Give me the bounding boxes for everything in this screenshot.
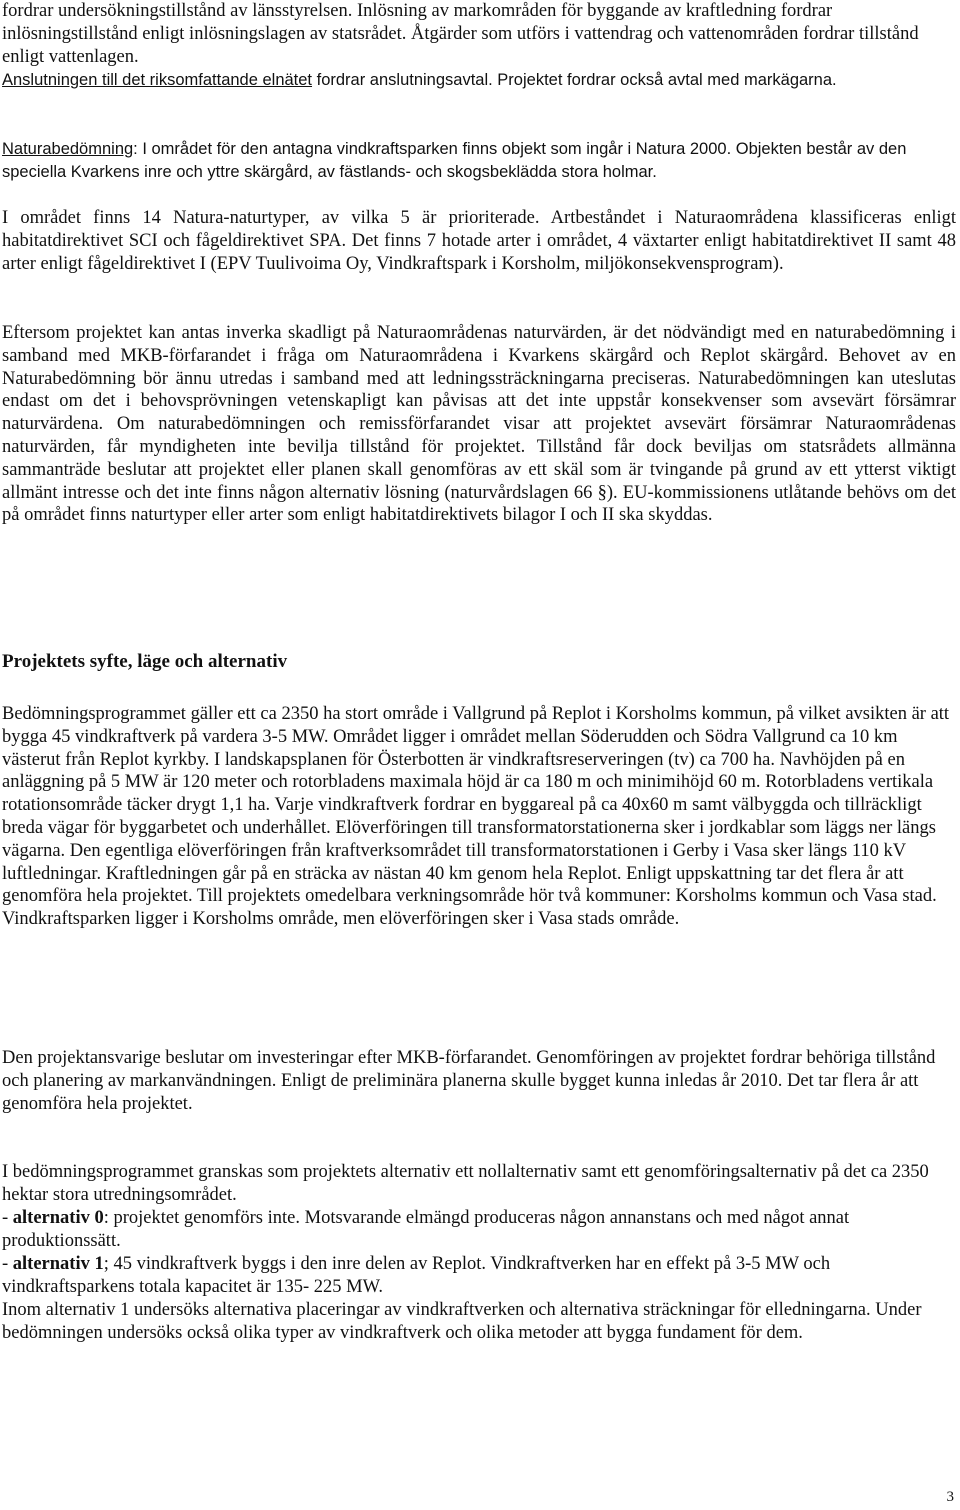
alternative-1-text: ; 45 vindkraftverk byggs i den inre delen av Replot. Vindkraftverken har en effekt på 3-5 MW och vindkraftsparkens totala kapacitet är 135- 225 MW. (2, 1254, 831, 1297)
grid-connection-text: fordrar anslutningsavtal. Projektet fordrar också avtal med markägarna. (312, 71, 837, 89)
alternative-1-item (2, 1253, 956, 1299)
page-number: 3 (946, 1489, 954, 1505)
paragraph-grid-connection (2, 69, 956, 92)
paragraph-alternative-1-details: Inom alternativ 1 undersöks alternativa placeringar av vindkraftverken och alternativa sträckningar för elledningarna. Under bedömningen undersöks också olika typer av vindkraftverk och olika metoder att bygga fundament för dem. (2, 1300, 922, 1343)
paragraph-natura-assessment (2, 138, 956, 184)
paragraph-natura-impact: Eftersom projektet kan antas inverka skadligt på Naturaområdenas naturvärden, är det nödvändigt med en naturabedömning i samband med MKB-förfarandet i fråga om Naturaområdena i Kvarkens skärgård och Replot skärgård. Behovet av en Naturabedömning bör ännu utredas i samband med att ledningssträckningarna preciseras. Naturabedömningen kan uteslutas endast om det i behovsprövningen vetenskapligt kan påvisas att det inte uppstår konsekvenser som avsevärt försämrar naturvärdena. Om naturabedömningen och remissförfarandet visar att projektet avsevärt försämrar Naturaområdenas naturvärden, får myndigheten inte bevilja tillstånd för projektet. Tillstånd får dock beviljas om statsrådets allmänna sammanträde beslutar att projektet eller planen skall genomföras av ett skäl som är tvingande på grund av ett ytterst viktigt allmänt intresse och det inte finns någon alternativ lösning (naturvårdslagen 66 §). EU-kommissionens utlåtande behövs om det på området finns naturtyper eller arter som enligt habitatdirektivets bilagor I och II ska skyddas. (2, 323, 956, 526)
paragraph-natura-habitats: I området finns 14 Natura-naturtyper, av vilka 5 är prioriterade. Artbeståndet i Naturaområdena klassificeras enligt habitatdirektivet SCI och fågeldirektivet SPA. Det finns 7 hotade arter i området, 4 växtarter enligt habitatdirektivet II samt 48 arter enligt fågeldirektivet I (EPV Tuulivoima Oy, Vindkraftspark i Korsholm, miljökonsekvensprogram). (2, 208, 956, 274)
paragraph-alternatives-intro: I bedömningsprogrammet granskas som projektets alternativ ett nollalternativ samt ett genomföringsalternativ på det ca 2350 hektar stora utredningsområdet. (2, 1162, 929, 1205)
alternative-0-text: : projektet genomförs inte. Motsvarande elmängd produceras någon annanstans och med något annat produktionssätt. (2, 1208, 850, 1251)
alternative-0-prefix: - (2, 1208, 13, 1228)
natura-assessment-label: Naturabedömning (2, 140, 134, 158)
alternative-0-item (2, 1207, 956, 1253)
paragraph-investment: Den projektansvarige beslutar om investeringar efter MKB-förfarandet. Genomföringen av projektet fordrar behöriga tillstånd och planering av markanvändningen. Enligt de preliminära planerna skulle bygget kunna inledas år 2010. Det tar flera år att genomföra hela projektet. (2, 1048, 936, 1114)
natura-assessment-text: : I området för den antagna vindkraftsparken finns objekt som ingår i Natura 2000. Objekten består av den speciella Kvarkens inre och yttre skärgård, av fästlands- och skogsbeklädda stora holmar. (2, 140, 907, 181)
alternative-1-label: alternativ 1 (12, 1254, 104, 1274)
alternative-0-label: alternativ 0 (12, 1208, 104, 1228)
grid-connection-label: Anslutningen till det riksomfattande elnätet (2, 71, 313, 89)
paragraph-assessment-program: Bedömningsprogrammet gäller ett ca 2350 ha stort område i Vallgrund på Replot i Korsholms kommun, på vilket avsikten är att bygga 45 vindkraftverk på vardera 3-5 MW. Området ligger i området mellan Söderudden och Södra Vallgrund ca 10 km västerut från Replot kyrkby. I landskapsplanen för Österbotten är vindkraftsreserveringen (tv) ca 700 ha. Navhöjden på en anläggning på 5 MW är 120 meter och rotorbladens maximala höjd är ca 180 m och minimihöjd 60 m. Rotorbladens vertikala rotationsområde täcker drygt 1,1 ha. Varje vindkraftverk fordrar en byggareal på ca 40x60 m samt välbyggda och tillräckligt breda vägar för byggarbetet och underhållet. Elöverföringen till transformatorstationerna sker i jordkablar som läggs ner längs vägarna. Den egentliga elöverföringen från kraftverksområdet till transformatorstationen i Gerby i Vasa sker längs 110 kV luftledningar. Kraftledningen går på en sträcka av nästan 40 km genom hela Replot. Enligt uppskattning tar det flera år att genomföra hela projektet. Till projektets omedelbara verkningsområde hör två kommuner: Korsholms kommun och Vasa stad. Vindkraftsparken ligger i Korsholms område, men elöverföringen sker i Vasa stads område. (2, 704, 950, 930)
section-heading: Projektets syfte, läge och alternativ (2, 651, 288, 672)
paragraph-permits: fordrar undersökningstillstånd av länsstyrelsen. Inlösning av markområden för byggande av kraftledning fordrar inlösningstillstånd enligt inlösningslagen av statsrådet. Åtgärder som utförs i vattendrag och vattenområden fordrar tillstånd enligt vattenlagen. (2, 1, 919, 67)
alternative-1-prefix: - (2, 1254, 13, 1274)
